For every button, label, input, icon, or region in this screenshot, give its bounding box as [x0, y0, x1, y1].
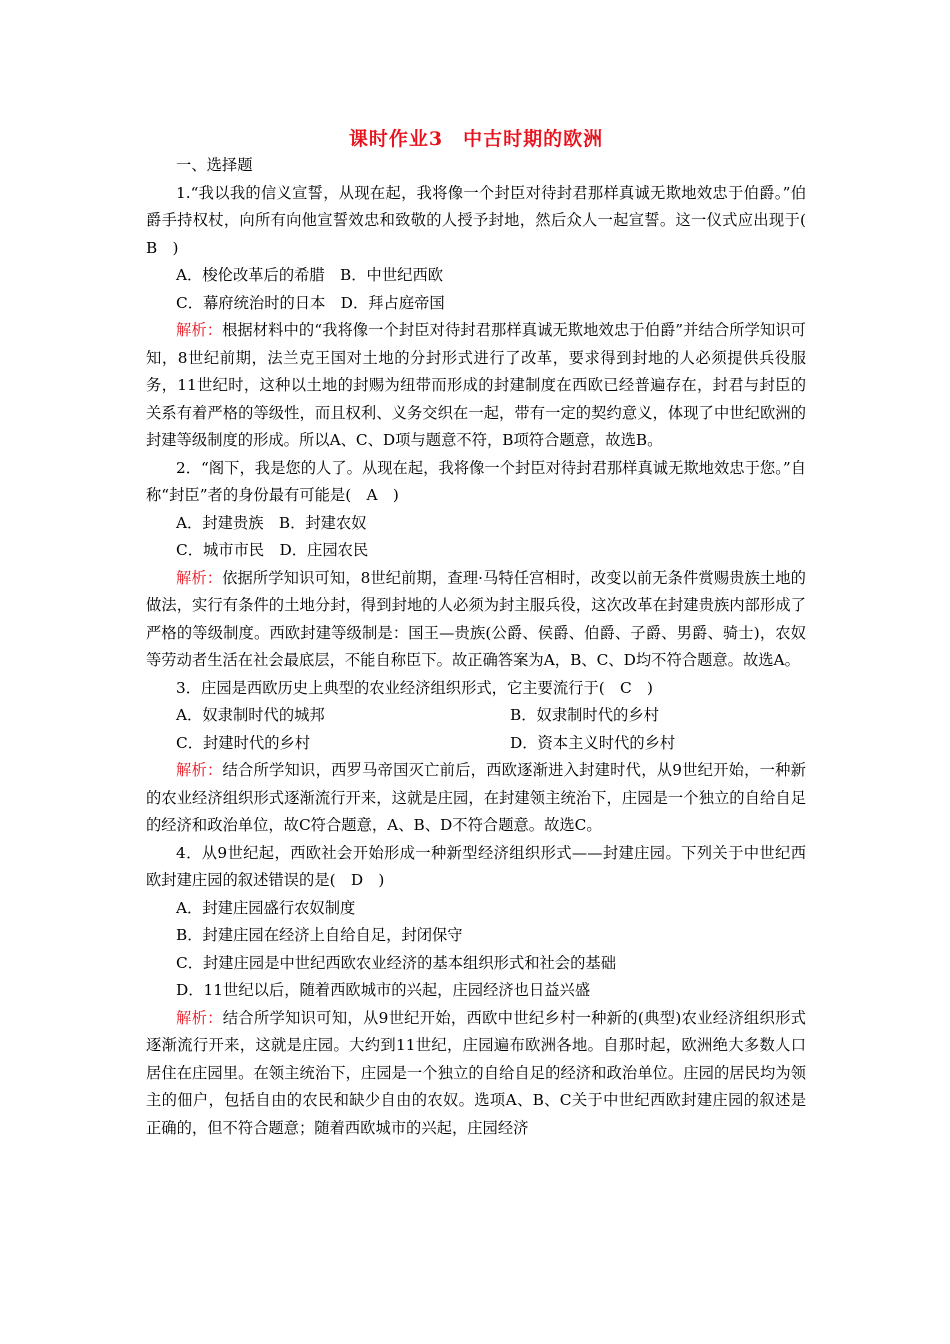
option-row [146, 730, 806, 758]
section-heading: 一、选择题 [176, 156, 253, 174]
analysis: 解析：结合所学知识，西罗马帝国灭亡前后，西欧逐渐进入封建时代，从9世纪开始，一种新的农业经济组织形式逐渐流行开来，这就是庄园，在封建领主统治下，庄园是一个独立的自给自足的经济和政治单位，故C符合题意，A、B、D不符合题意。故选C。 [146, 761, 806, 834]
question-stem: 2．“阁下，我是您的人了。从现在起，我将像一个封臣对待封君那样真诚无欺地效忠于您。”自称“封臣”者的身份最有可能是( A ) [146, 458, 806, 504]
option-item: D．资本主义时代的乡村 [510, 733, 676, 752]
option-line: A．封建贵族 B．封建农奴 [176, 513, 367, 532]
option-line: A．封建庄园盛行农奴制度 [176, 898, 356, 917]
option-item: B．奴隶制时代的乡村 [510, 706, 659, 724]
option-line: C．封建庄园是中世纪西欧农业经济的基本组织形式和社会的基础 [176, 953, 617, 972]
option-item: C．封建时代的乡村 [176, 733, 311, 752]
question-stem: 1.“我以我的信义宣誓，从现在起，我将像一个封臣对待封君那样真诚无欺地效忠于伯爵。”伯爵手持权杖，向所有向他宣誓效忠和致敬的人授予封地，然后众人一起宣誓。这一仪式应出现于( B ) [146, 183, 822, 257]
document-body [146, 152, 822, 1142]
page-title: 课时作业3 中古时期的欧洲 [348, 128, 604, 150]
option-line: A．梭伦改革后的希腊 B．中世纪西欧 [176, 266, 444, 284]
analysis-label: 解析： [176, 1008, 223, 1027]
analysis-label: 解析： [176, 761, 223, 779]
option-line: C．幕府统治时的日本 D．拜占庭帝国 [176, 293, 445, 312]
analysis: 解析：依据所学知识可知，8世纪前期，查理·马特任宫相时，改变以前无条件赏赐贵族土地的做法，实行有条件的土地分封，得到封地的人必须为封主服兵役，这次改革在封建贵族内部形成了严格的等级制度。西欧封建等级制是：国王—贵族(公爵、侯爵、伯爵、子爵、男爵、骑士)，农奴等劳动者生活在社会最底层，不能自称臣下。故正确答案为A，B、C、D均不符合题意。故选A。 [146, 568, 806, 669]
question-stem: 3．庄园是西欧历史上典型的农业经济组织形式，它主要流行于( C ) [176, 678, 653, 697]
answer-letter: A [366, 486, 378, 504]
answer-letter: B [146, 238, 158, 257]
option-line: B．封建庄园在经济上自给自足，封闭保守 [176, 926, 463, 944]
analysis-label: 解析： [176, 321, 223, 339]
analysis: 解析：结合所学知识可知，从9世纪开始，西欧中世纪乡村一种新的(典型)农业经济组织形式逐渐流行开来，这就是庄园。大约到11世纪，庄园遍布欧洲各地。自那时起，欧洲绝大多数人口居住在庄园里。在领主统治下，庄园是一个独立的自给自足的经济和政治单位。庄园的居民均为领主的佃户，包括自由的农民和缺少自由的农奴。选项A、B、C关于中世纪西欧封建庄园的叙述是正确的，但不符合题意；随着西欧城市的兴起，庄园经济 [146, 1008, 806, 1137]
answer-letter: D [350, 871, 364, 889]
option-line: D．11世纪以后，随着西欧城市的兴起，庄园经济也日益兴盛 [176, 981, 591, 999]
analysis-label: 解析： [176, 568, 223, 587]
option-row [146, 702, 806, 730]
option-item: A．奴隶制时代的城邦 [176, 706, 325, 724]
question-stem: 4．从9世纪起，西欧社会开始形成一种新型经济组织形式——封建庄园。下列关于中世纪西欧封建庄园的叙述错误的是( D ) [146, 843, 806, 889]
option-line: C．城市市民 D．庄园农民 [176, 541, 369, 559]
analysis: 解析：根据材料中的“我将像一个封臣对待封君那样真诚无欺地效忠于伯爵”并结合所学知识可知，8世纪前期，法兰克王国对土地的分封形式进行了改革，要求得到封地的人必须提供兵役服务，11世纪时，这种以土地的封赐为纽带而形成的封建制度在西欧已经普遍存在，封君与封臣的关系有着严格的等级性，而且权利、义务交织在一起，带有一定的契约意义，体现了中世纪欧洲的封建等级制度的形成。所以A、C、D项与题意不符，B项符合题意，故选B。 [146, 321, 806, 449]
answer-letter: C [620, 678, 632, 697]
